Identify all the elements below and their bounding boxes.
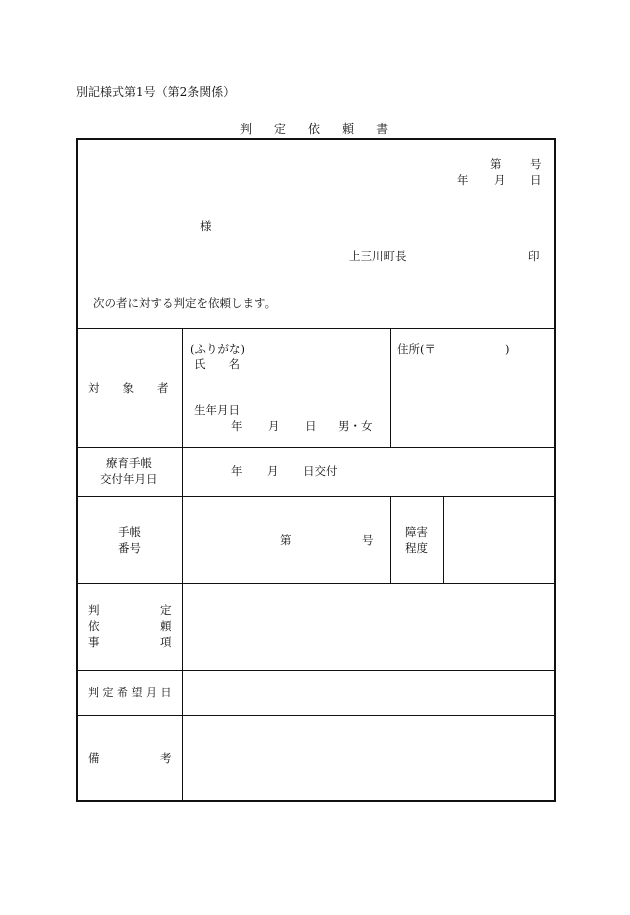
- address-label: 住所(〒 ): [397, 342, 510, 356]
- handbook-number-prefix: 第: [280, 533, 292, 547]
- desired-date-label: 判 定 希 望 月 日: [88, 686, 172, 699]
- title-char: 判: [240, 122, 253, 136]
- subject-label: 対 象 者: [88, 381, 169, 395]
- address-divider: [390, 328, 391, 447]
- handbook-date-issued: 日交付: [303, 464, 338, 478]
- date-year: 年: [457, 173, 469, 187]
- furigana-label: (ふりがな): [190, 342, 245, 356]
- name-label: 氏 名: [194, 357, 240, 371]
- request-items-char: 項: [160, 635, 172, 649]
- document-title: [240, 123, 388, 136]
- birth-date-label: 生年月日: [194, 403, 240, 417]
- divider: [76, 715, 556, 716]
- request-items-char: 判: [88, 603, 100, 617]
- number-suffix: 号: [530, 157, 542, 171]
- request-items-char: 事: [88, 635, 100, 649]
- title-char: 頼: [342, 122, 355, 136]
- seal-mark: 印: [528, 249, 540, 263]
- birth-year: 年: [231, 419, 243, 433]
- handbook-number-label-line1: 手帳: [118, 525, 141, 539]
- sex-options: 男・女: [338, 419, 373, 433]
- divider: [76, 496, 556, 497]
- disability-label-line1: 障害: [405, 525, 428, 539]
- request-statement: 次の者に対する判定を依頼します。: [93, 296, 277, 310]
- title-char: 書: [376, 122, 389, 136]
- birth-day: 日: [305, 419, 317, 433]
- divider: [76, 583, 556, 584]
- birth-month: 月: [268, 419, 280, 433]
- handbook-date-year: 年: [231, 464, 243, 478]
- label-column-divider: [182, 328, 183, 802]
- disability-divider-right: [443, 496, 444, 583]
- title-char: 定: [274, 122, 287, 136]
- request-items-char: 定: [160, 603, 172, 617]
- date-month: 月: [494, 173, 506, 187]
- handbook-date-label-line2: 交付年月日: [100, 472, 158, 486]
- remarks-char: 備: [88, 751, 100, 765]
- handbook-number-label-line2: 番号: [118, 541, 141, 555]
- addressee-suffix: 様: [200, 219, 212, 233]
- date-day: 日: [530, 173, 542, 187]
- disability-divider-left: [390, 496, 391, 583]
- remarks-char: 考: [160, 751, 172, 765]
- title-char: 依: [308, 122, 321, 136]
- request-items-char: 頼: [160, 619, 172, 633]
- request-items-char: 依: [88, 619, 100, 633]
- divider: [76, 328, 556, 329]
- number-prefix: 第: [490, 157, 502, 171]
- disability-label-line2: 程度: [405, 541, 428, 555]
- handbook-date-month: 月: [267, 464, 279, 478]
- issuer-name: 上三川町長: [349, 249, 407, 263]
- form-reference: 別記様式第1号（第2条関係）: [76, 85, 236, 99]
- divider: [76, 670, 556, 671]
- handbook-date-label-line1: 療育手帳: [106, 456, 152, 470]
- handbook-number-suffix: 号: [362, 533, 374, 547]
- divider: [76, 447, 556, 448]
